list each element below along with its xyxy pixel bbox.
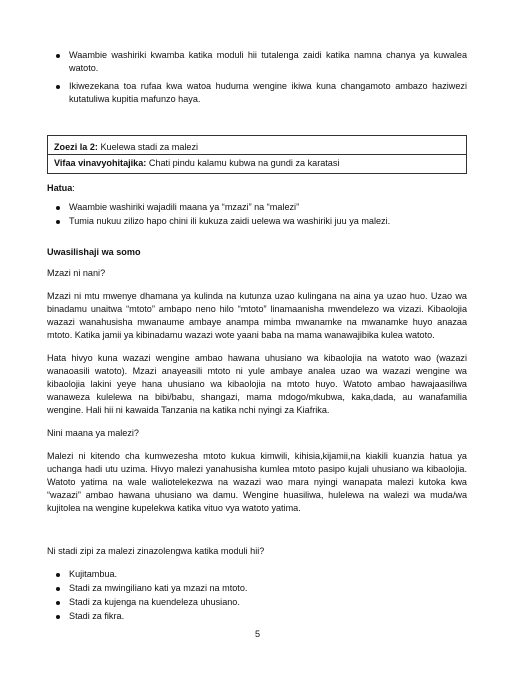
list-item: Waambie washiriki wajadili maana ya “mzazi” na “malezi” [47, 201, 467, 214]
materials-text: Chati pindu kalamu kubwa na gundi za karatasi [146, 158, 340, 168]
materials-label: Vifaa vinavyohitajika: [54, 158, 147, 168]
list-item: Stadi za fikra. [47, 610, 467, 623]
steps-heading-colon: : [72, 183, 75, 193]
exercise-box [47, 135, 467, 174]
exercise-title-label: Zoezi la 2: [54, 142, 98, 152]
section-heading-text: Uwasilishaji wa somo [47, 247, 141, 257]
skills-list [47, 568, 467, 624]
question-heading: Ni stadi zipi za malezi zinazolengwa katika moduli hii? [47, 546, 265, 556]
exercise-title [54, 141, 459, 154]
list-item: Stadi za mwingiliano kati ya mzazi na mtoto. [47, 582, 467, 595]
box-divider [48, 154, 466, 155]
section-heading [47, 246, 467, 259]
list-item: Tumia nukuu zilizo hapo chini ili kukuza zaidi uelewa wa washiriki juu ya malezi. [47, 215, 467, 228]
paragraph: Mzazi ni mtu mwenye dhamana ya kulinda na kutunza uzao kulingana na aina ya uzao huo. Uzao wa binadamu unaitwa “mtoto” ambapo neno hilo “mtoto” linamaanisha mwendelezo wa vizazi. Kibaolojia wazazi wanahusisha mwanaume ambaye anampa mimba mwanamke na mwanamke huyo anazaa mtoto. Katika jamii ya kibinadamu wazazi wote yaani baba na mama wanawajibika kulea watoto. [47, 291, 467, 340]
materials-line [54, 157, 459, 170]
list-item: Kujitambua. [47, 568, 467, 581]
list-item: Waambie washiriki kwamba katika moduli hii tutalenga zaidi katika namna chanya ya kuwalea watoto. [47, 49, 467, 75]
paragraph: Malezi ni kitendo cha kumwezesha mtoto kukua kimwili, kihisia,kijamii,na kiakili kuanzia hatua ya uchanga hadi utu uzima. Hivyo malezi yanahusisha kumlea mtoto pasipo kujali uhusiano wa kibaolojia. Watoto yatima na wale waliotelekezwa na wazazi wao mara nyingi wanapata malezi kutoka kwa “wazazi” ambao hawana uhusiano wa damu. Wengine huasiliwa, hulelewa na walezi wa muda/wa kujitolea na wengine kupelekwa katika vituo vya watoto yatima. [47, 451, 467, 513]
intro-bullet-list [47, 49, 467, 111]
list-item: Ikiwezekana toa rufaa kwa watoa huduma wengine ikiwa kuna changamoto ambazo haziwezi kutatuliwa kupitia mafunzo haya. [47, 80, 467, 106]
question-heading: Nini maana ya malezi? [47, 428, 139, 438]
exercise-title-text: Kuelewa stadi za malezi [97, 142, 199, 152]
page-number: 5 [254, 629, 261, 639]
list-item: Stadi za kujenga na kuendeleza uhusiano. [47, 596, 467, 609]
steps-heading [47, 182, 467, 195]
paragraph: Hata hivyo kuna wazazi wengine ambao hawana uhusiano wa kibaolojia na watoto wao (wazazi wanaoasili watoto). Mzazi anayeasili mtoto ni yule ambaye analea uzao wa wazazi wengine wa kibaolojia lakini yeye hana uhusiano wa kibaolojia na mtoto huyo. Watoto ambao hawajaasiliwa wanaweza kulelewa na bibi/babu, shangazi, mama mdogo/mkubwa, kaka,dada, au wanafamilia wengine. Hali hii ni kawaida Tanzania na katika nchi nyingi za Kiafrika. [47, 353, 467, 415]
steps-heading-label: Hatua [47, 183, 73, 193]
steps-list [47, 201, 467, 229]
question-heading: Mzazi ni nani? [47, 268, 106, 278]
